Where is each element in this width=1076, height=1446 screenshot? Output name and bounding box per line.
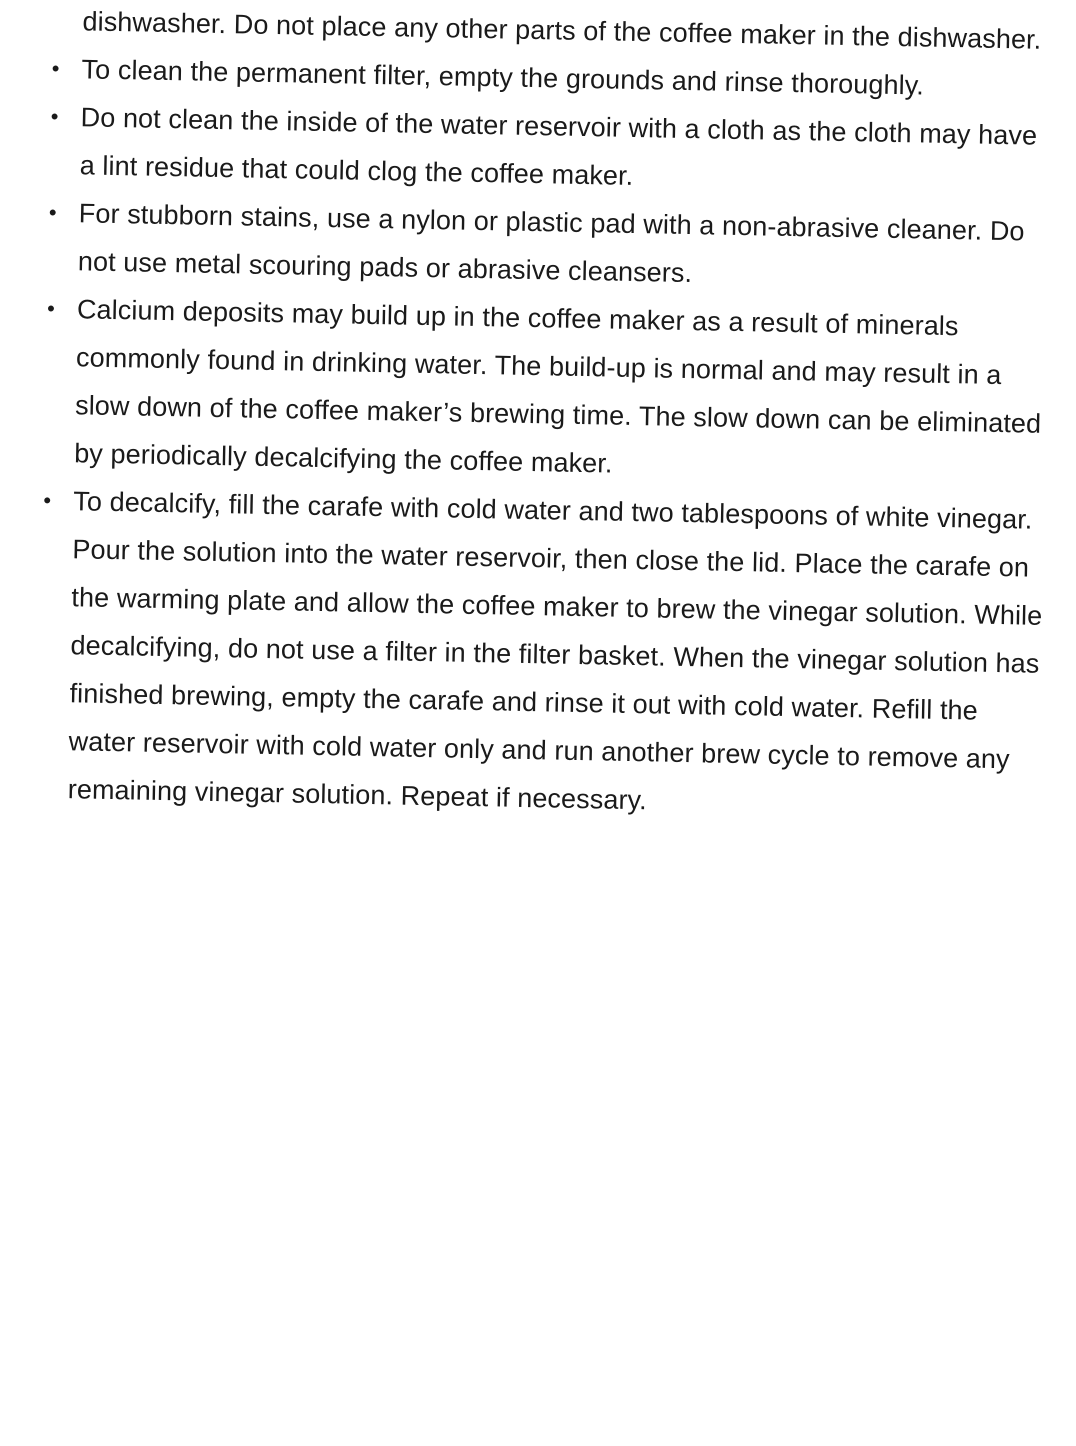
bullet-icon: • [51, 55, 60, 81]
bullet-icon: • [43, 487, 52, 513]
list-item-text: To clean the permanent filter, empty the grounds and rinse thoroughly. [81, 54, 925, 101]
bullet-icon: • [46, 295, 56, 321]
list-item [43, 477, 1048, 832]
bullet-icon: • [48, 199, 58, 225]
list-item [48, 189, 1054, 304]
list-item-text: Do not clean the inside of the water reservoir with a cloth as the cloth may have a lint residue that could clog the coffee maker. [79, 102, 1038, 191]
list-item-text: Calcium deposits may build up in the coffee maker as a result of minerals commonly found in drinking water. The build-up is normal and may result in a slow down of the coffee maker’s brewing time. The slow down can be eliminated by periodically decalcifying the coffee maker. [73, 294, 1042, 479]
list-item-text: To decalcify, fill the carafe with cold water and two tablespoons of white vinegar. Pour the solution into the water reservoir, then close the lid. Place the carafe on the warming plate and allow the coffee maker to brew the vinegar solution. While decalcifying, do not use a filter in the filter basket. When the vinegar solution has finished brewing, empty the carafe and rinse it out with cold water. Refill the water reservoir with cold water only and run another brew cycle to remove any remaining vinegar solution. Repeat if necessary. [67, 486, 1043, 816]
list-item [46, 285, 1053, 496]
list-item-text: For stubborn stains, use a nylon or plastic pad with a non-abrasive cleaner. Do not use metal scouring pads or abrasive cleansers. [77, 198, 1025, 289]
continuation-paragraph: dishwasher. Do not place any other parts of the coffee maker in the dishwasher. [82, 6, 1042, 55]
bullet-icon: • [50, 103, 59, 129]
cleaning-instructions-list [43, 45, 1057, 832]
list-item [50, 93, 1056, 208]
instructions-body [43, 0, 1057, 832]
